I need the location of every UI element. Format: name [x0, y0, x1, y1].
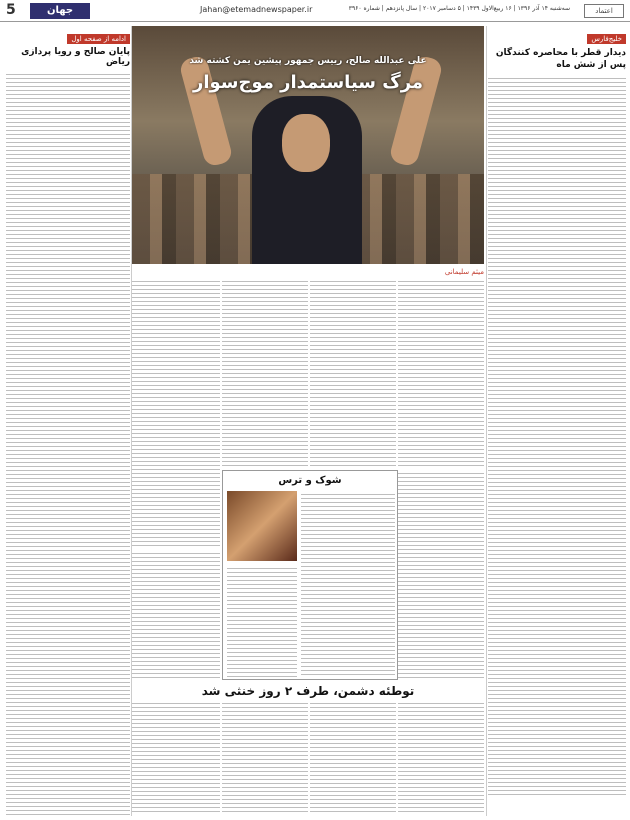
- main-photo: [132, 26, 484, 264]
- main-story-column: [398, 470, 484, 680]
- main-story-column: [222, 278, 308, 468]
- box-story: [222, 470, 398, 680]
- main-story-column: [398, 278, 484, 468]
- bottom-story-column: [398, 700, 484, 815]
- bottom-story-column: [310, 700, 396, 815]
- box-story-photo: [227, 491, 297, 561]
- dateline: سه‌شنبه ۱۴ آذر ۱۳۹۶ | ۱۶ ربیع‌الاول ۱۴۳۹ | ۵ دسامبر ۲۰۱۷ | سال پانزدهم | شماره ۳۹۶۰: [348, 5, 570, 12]
- left-column: [6, 26, 130, 816]
- box-story-body: [301, 491, 395, 677]
- main-story-subtitle: علی عبدالله صالح، رییس جمهور پیشین یمن کشته شد: [189, 56, 427, 66]
- left-column-tag: ادامه از صفحه اول: [67, 34, 130, 44]
- right-column-body: [488, 75, 626, 795]
- left-column-body: [6, 71, 130, 816]
- right-column: [488, 26, 626, 816]
- main-story-column: [132, 550, 220, 680]
- column-divider: [486, 26, 487, 816]
- bottom-story-title: توطئه دشمن، طرف ۲ روز خنثی شد: [201, 684, 415, 698]
- right-column-tag: خلیج‌فارس: [587, 34, 626, 44]
- newspaper-logo: اعتماد: [584, 4, 624, 18]
- section-badge: جهان: [30, 3, 90, 19]
- right-column-headline: دیدار قطر با محاصره کنندگان پس از شش ماه: [495, 48, 626, 70]
- left-column-headline: پایان صالح و رویا پردازی ریاض: [21, 47, 130, 67]
- page-header: [0, 0, 630, 22]
- box-story-title: شوک و ترس: [278, 475, 342, 486]
- photo-face: [282, 114, 330, 172]
- page-number: 5: [6, 2, 16, 18]
- bottom-story-column: [222, 700, 308, 815]
- main-story-byline: میثم سلیمانی: [444, 268, 484, 276]
- main-story-title: مرگ سیاستمدار موج‌سوار: [192, 72, 424, 93]
- site-url[interactable]: Jahan@etemadnewspaper.ir: [200, 5, 313, 14]
- bottom-story-column: [132, 700, 220, 815]
- box-story-body: [227, 565, 297, 677]
- main-story-column: [132, 278, 220, 548]
- main-story-column: [310, 278, 396, 468]
